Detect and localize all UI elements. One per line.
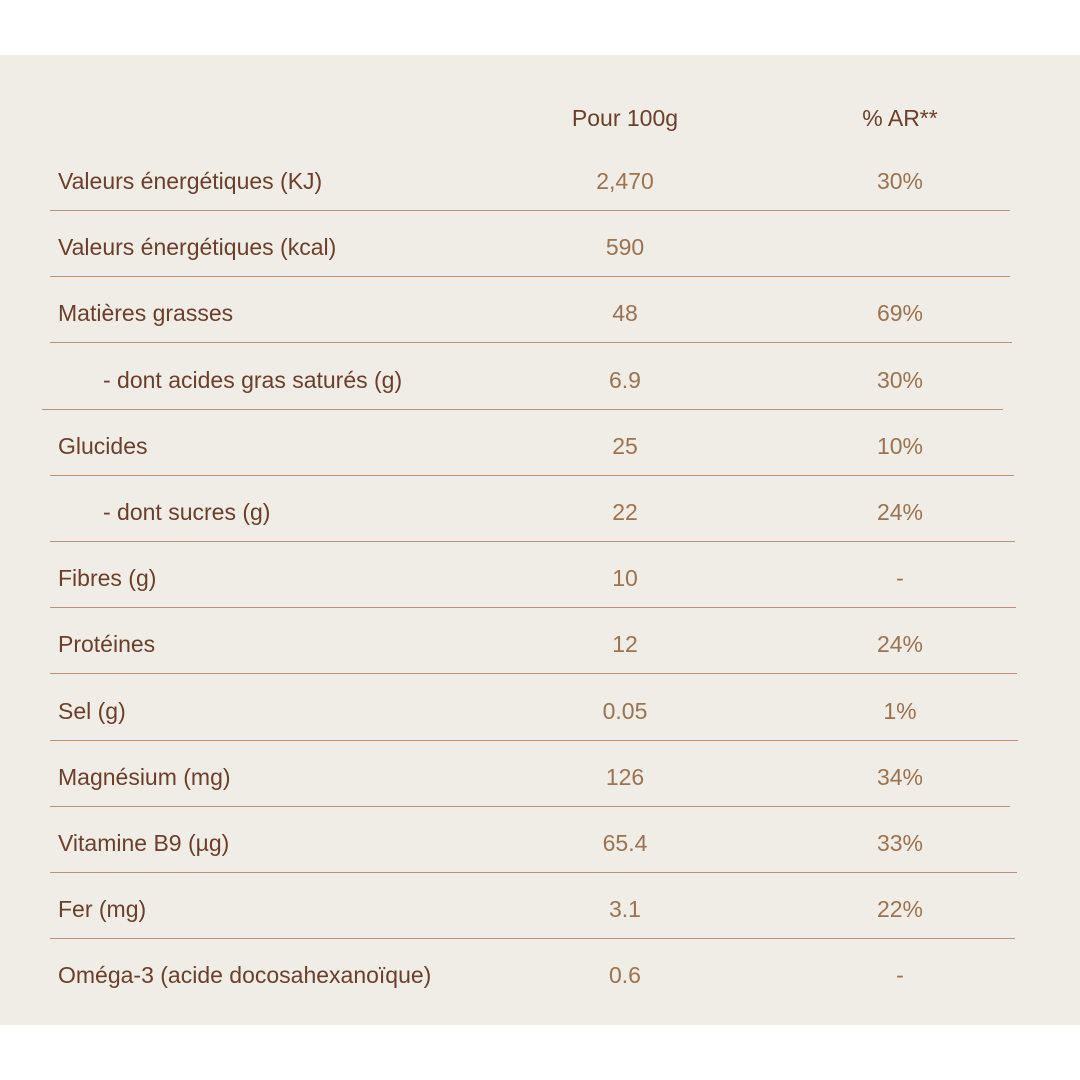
table-row bbox=[0, 678, 1080, 744]
table-row bbox=[0, 413, 1080, 479]
row-divider bbox=[50, 541, 1015, 542]
value-ar-percent: 10% bbox=[876, 432, 924, 459]
nutrient-label: Sel (g) bbox=[58, 697, 126, 724]
value-per-100g: 126 bbox=[605, 763, 645, 790]
value-per-100g: 48 bbox=[612, 300, 638, 327]
table-row bbox=[0, 479, 1080, 545]
table-row bbox=[0, 810, 1080, 876]
row-divider bbox=[50, 276, 1010, 277]
value-per-100g: 590 bbox=[605, 234, 645, 261]
value-per-100g: 0.6 bbox=[609, 962, 641, 989]
nutrient-label: Magnésium (mg) bbox=[58, 763, 231, 790]
table-row bbox=[0, 280, 1080, 346]
nutrient-label: Protéines bbox=[58, 631, 156, 658]
value-ar-percent: 33% bbox=[876, 830, 924, 856]
value-ar-percent: 24% bbox=[876, 499, 924, 525]
row-divider bbox=[50, 806, 1010, 807]
value-ar-percent: 34% bbox=[876, 763, 924, 790]
value-per-100g: 2,470 bbox=[596, 168, 654, 194]
row-divider bbox=[50, 210, 1010, 211]
value-ar-percent: 22% bbox=[876, 896, 924, 923]
nutrient-label: Vitamine B9 (µg) bbox=[58, 830, 230, 856]
value-per-100g: 25 bbox=[612, 432, 638, 459]
value-ar-percent: 30% bbox=[876, 366, 924, 393]
nutrient-label: Fer (mg) bbox=[58, 896, 147, 923]
value-ar-percent: 30% bbox=[876, 168, 924, 194]
nutrient-label: Glucides bbox=[58, 432, 148, 459]
row-divider bbox=[50, 607, 1016, 608]
value-per-100g: 3.1 bbox=[609, 896, 641, 923]
nutrient-label: Valeurs énergétiques (KJ) bbox=[58, 168, 323, 194]
row-divider bbox=[50, 673, 1017, 674]
value-ar-percent: - bbox=[896, 565, 904, 592]
table-row bbox=[0, 876, 1080, 942]
row-divider bbox=[50, 475, 1014, 476]
value-per-100g: 6.9 bbox=[609, 366, 641, 393]
row-divider bbox=[42, 409, 1003, 410]
table-row bbox=[0, 611, 1080, 677]
value-ar-percent: 69% bbox=[876, 300, 924, 327]
table-row bbox=[0, 148, 1080, 214]
table-row bbox=[0, 545, 1080, 611]
value-ar-percent: 1% bbox=[883, 697, 917, 724]
nutrient-label: - dont acides gras saturés (g) bbox=[103, 366, 403, 393]
row-divider bbox=[50, 342, 1012, 343]
nutrient-label: Fibres (g) bbox=[58, 565, 157, 592]
row-divider bbox=[50, 740, 1018, 741]
value-per-100g: 22 bbox=[612, 499, 638, 525]
value-per-100g: 10 bbox=[612, 565, 638, 592]
value-ar-percent: 24% bbox=[876, 631, 924, 658]
nutrient-label: Valeurs énergétiques (kcal) bbox=[58, 234, 337, 261]
nutrient-label: Matières grasses bbox=[58, 300, 234, 327]
table-row bbox=[0, 214, 1080, 280]
header-ar: % AR** bbox=[862, 105, 938, 131]
table-row bbox=[0, 744, 1080, 810]
table-row bbox=[0, 942, 1080, 1008]
value-per-100g: 12 bbox=[612, 631, 638, 658]
value-per-100g: 0.05 bbox=[602, 697, 648, 724]
table-header bbox=[0, 98, 1080, 138]
nutrient-label: Oméga-3 (acide docosahexanoïque) bbox=[58, 962, 432, 989]
table-row bbox=[0, 347, 1080, 413]
value-per-100g: 65.4 bbox=[602, 830, 648, 856]
value-ar-percent: - bbox=[896, 962, 904, 989]
row-divider bbox=[50, 872, 1017, 873]
nutrient-label: - dont sucres (g) bbox=[103, 499, 271, 525]
header-per-100g: Pour 100g bbox=[571, 105, 679, 131]
value-ar-percent bbox=[775, 214, 1025, 280]
row-divider bbox=[50, 938, 1015, 939]
